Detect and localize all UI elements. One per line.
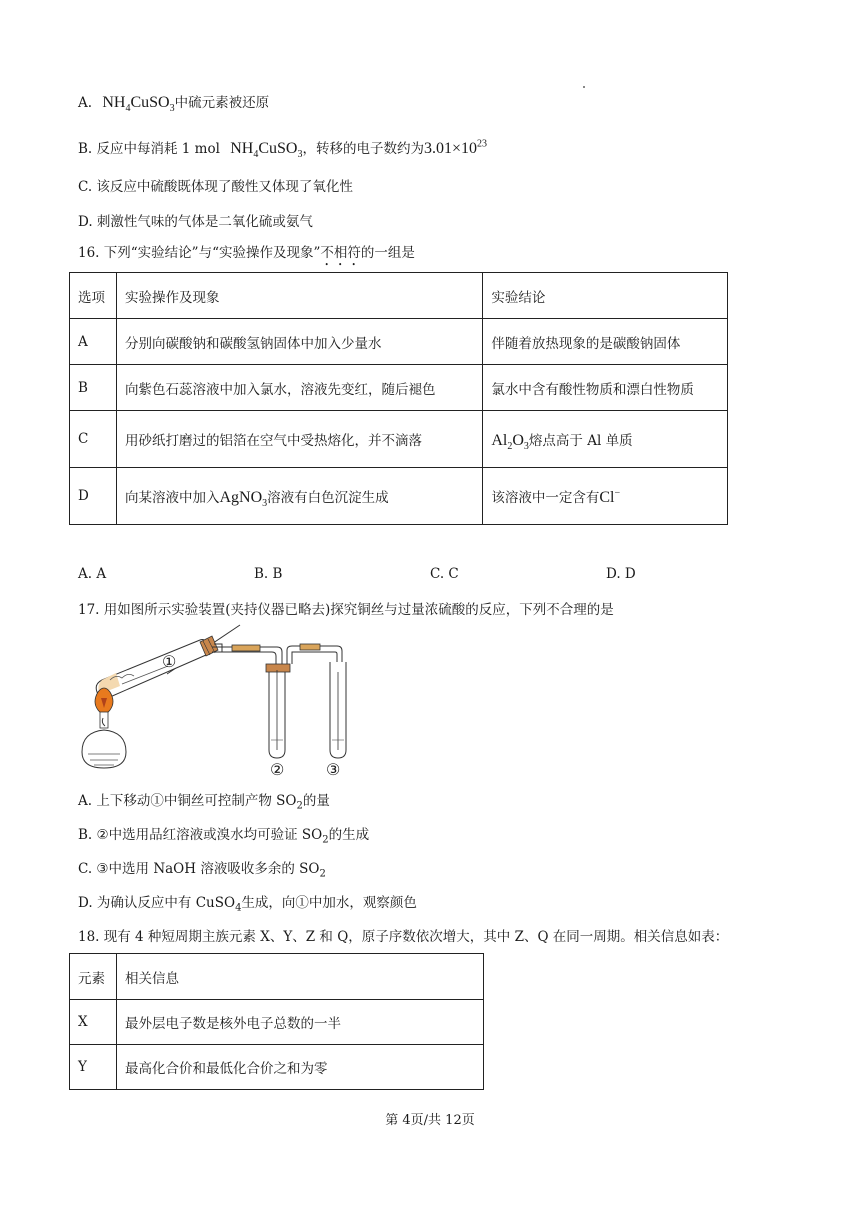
- info-cell: 最高化合价和最低化合价之和为零: [116, 1045, 483, 1090]
- q15-option-d[interactable]: D. 刺激性气味的气体是二氧化硫或氨气: [78, 214, 313, 230]
- table-row: [70, 319, 728, 365]
- q15-option-b[interactable]: B. 反应中每消耗 1 mol $NH_4CuSO_3$，转移的电子数约为$3.01\times 10^{23}$: [78, 138, 487, 161]
- rubber-tube: [300, 644, 320, 650]
- info-cell: 最外层电子数是核外电子总数的一半: [116, 1000, 483, 1045]
- rubber-tube: [232, 645, 260, 651]
- alcohol-lamp: [82, 688, 126, 768]
- label-3: ③: [326, 760, 341, 779]
- option-cell: A: [70, 319, 117, 365]
- header-cell: 相关信息: [116, 954, 483, 1000]
- q17-stem: 17. 用如图所示实验装置(夹持仪器已略去)探究铜丝与过量浓硫酸的反应，下列不合理的是: [78, 602, 614, 618]
- q18-table: [69, 953, 484, 1090]
- q16-table: [69, 272, 728, 525]
- q18-stem: 18. 现有 4 种短周期主族元素 X、Y、Z 和 Q，原子序数依次增大，其中 Z、Q 在同一周期。相关信息如表：: [78, 929, 729, 945]
- option-cell: C: [70, 411, 117, 468]
- q17-option-b[interactable]: B. ②中选用品红溶液或溴水均可验证 $SO_2$的生成: [78, 827, 370, 846]
- operation-cell: 分别向碳酸钠和碳酸氢钠固体中加入少量水: [116, 319, 482, 365]
- q16-choice-a[interactable]: A. A: [78, 566, 107, 582]
- formula: $NH_4CuSO_3$: [230, 140, 303, 161]
- emphasis-text: 不相符: [320, 245, 361, 261]
- q16-stem: 16. 下列“实验结论”与“实验操作及现象”不相符的一组是: [78, 245, 415, 261]
- header-cell: 实验结论: [483, 273, 728, 319]
- option-cell: B: [70, 365, 117, 411]
- conclusion-cell: $Al_2O_3$熔点高于 Al 单质: [483, 411, 728, 468]
- table-header-row: [70, 273, 728, 319]
- header-cell: 选项: [70, 273, 117, 319]
- element-cell: Y: [70, 1045, 117, 1090]
- q16-choice-d[interactable]: D. D: [606, 566, 636, 582]
- conclusion-cell: 氯水中含有酸性物质和漂白性物质: [483, 365, 728, 411]
- q17-option-c[interactable]: C. ③中选用 NaOH 溶液吸收多余的 $SO_2$: [78, 861, 326, 880]
- electron-count: $3.01\times 10^{23}$: [423, 138, 487, 157]
- speck: [583, 86, 585, 88]
- reaction-tube: [96, 640, 209, 699]
- apparatus-diagram: [72, 622, 372, 782]
- operation-cell: 向某溶液中加入AgNO$_3$溶液有白色沉淀生成: [116, 468, 482, 525]
- table-row: [70, 411, 728, 468]
- q17-option-d[interactable]: D. 为确认反应中有 CuSO$_4$生成，向①中加水，观察颜色: [78, 895, 417, 914]
- header-cell: 实验操作及现象: [116, 273, 482, 319]
- operation-cell: 向紫色石蕊溶液中加入氯水，溶液先变红，随后褪色: [116, 365, 482, 411]
- q15-option-a[interactable]: A. $NH_4CuSO_3$中硫元素被还原: [78, 94, 270, 115]
- table-row: [70, 1000, 484, 1045]
- conclusion-cell: 伴随着放热现象的是碳酸钠固体: [483, 319, 728, 365]
- q16-choice-c[interactable]: C. C: [430, 566, 459, 582]
- table-row: [70, 468, 728, 525]
- q17-option-a[interactable]: A. 上下移动①中铜丝可控制产物 $SO_2$的量: [78, 793, 330, 812]
- table-row: [70, 1045, 484, 1090]
- table-header-row: [70, 954, 484, 1000]
- page-footer: 第 4页/共 12页: [385, 1113, 475, 1128]
- header-cell: 元素: [70, 954, 117, 1000]
- q15-option-c[interactable]: C. 该反应中硫酸既体现了酸性又体现了氧化性: [78, 179, 353, 195]
- operation-cell: 用砂纸打磨过的铝箔在空气中受热熔化，并不滴落: [116, 411, 482, 468]
- conclusion-cell: 该溶液中一定含有Cl−: [483, 468, 728, 525]
- test-tube-3: [330, 662, 346, 758]
- label-2: ②: [270, 760, 285, 779]
- option-cell: D: [70, 468, 117, 525]
- element-cell: X: [70, 1000, 117, 1045]
- formula: $NH_4CuSO_3$: [102, 94, 175, 115]
- table-row: [70, 365, 728, 411]
- q16-choice-b[interactable]: B. B: [254, 566, 283, 582]
- label-1: ①: [162, 652, 177, 671]
- test-tube-2: [266, 664, 290, 758]
